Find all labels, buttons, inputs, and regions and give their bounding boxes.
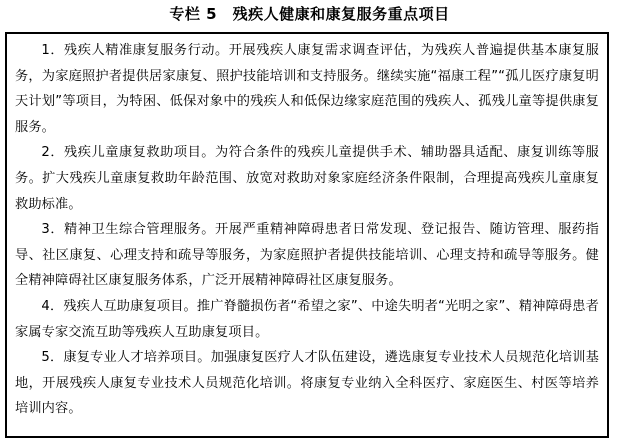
column-title: 专栏 5 残疾人健康和康复服务重点项目	[169, 5, 450, 23]
item-3-paragraph: 3．精神卫生综合管理服务。开展严重精神障碍患者日常发现、登记报告、随访管理、服药指导、社区康复、心理支持和疏导等服务，为家庭照护者提供技能培训、心理支持和疏导等服务。健全精神障碍社区康复服务体系，广泛开展精神障碍社区康复服务。	[15, 222, 599, 289]
column-box	[5, 32, 609, 438]
item-1-paragraph: 1．残疾人精准康复服务行动。开展残疾人康复需求调查评估，为残疾人普遍提供基本康复服务，为家庭照护者提供居家康复、照护技能培训和支持服务。继续实施“福康工程”“孤儿医疗康复明天计划”等项目，为特困、低保对象中的残疾人和低保边缘家庭范围的残疾人、孤残儿童等提供康复服务。	[15, 43, 599, 135]
item-2-paragraph: 2．残疾儿童康复救助项目。为符合条件的残疾儿童提供手术、辅助器具适配、康复训练等服务。扩大残疾儿童康复救助年龄范围、放宽对救助对象家庭经济条件限制，合理提高残疾儿童康复救助标准。	[15, 145, 599, 212]
item-5-paragraph: 5．康复专业人才培养项目。加强康复医疗人才队伍建设，遴选康复专业技术人员规范化培训基地，开展残疾人康复专业技术人员规范化培训。将康复专业纳入全科医疗、家庭医生、村医等培养培训内容。	[15, 350, 599, 417]
item-4-paragraph: 4．残疾人互助康复项目。推广脊髓损伤者“希望之家”、中途失明者“光明之家”、精神障碍患者家属专家交流互助等残疾人互助康复项目。	[15, 298, 599, 340]
